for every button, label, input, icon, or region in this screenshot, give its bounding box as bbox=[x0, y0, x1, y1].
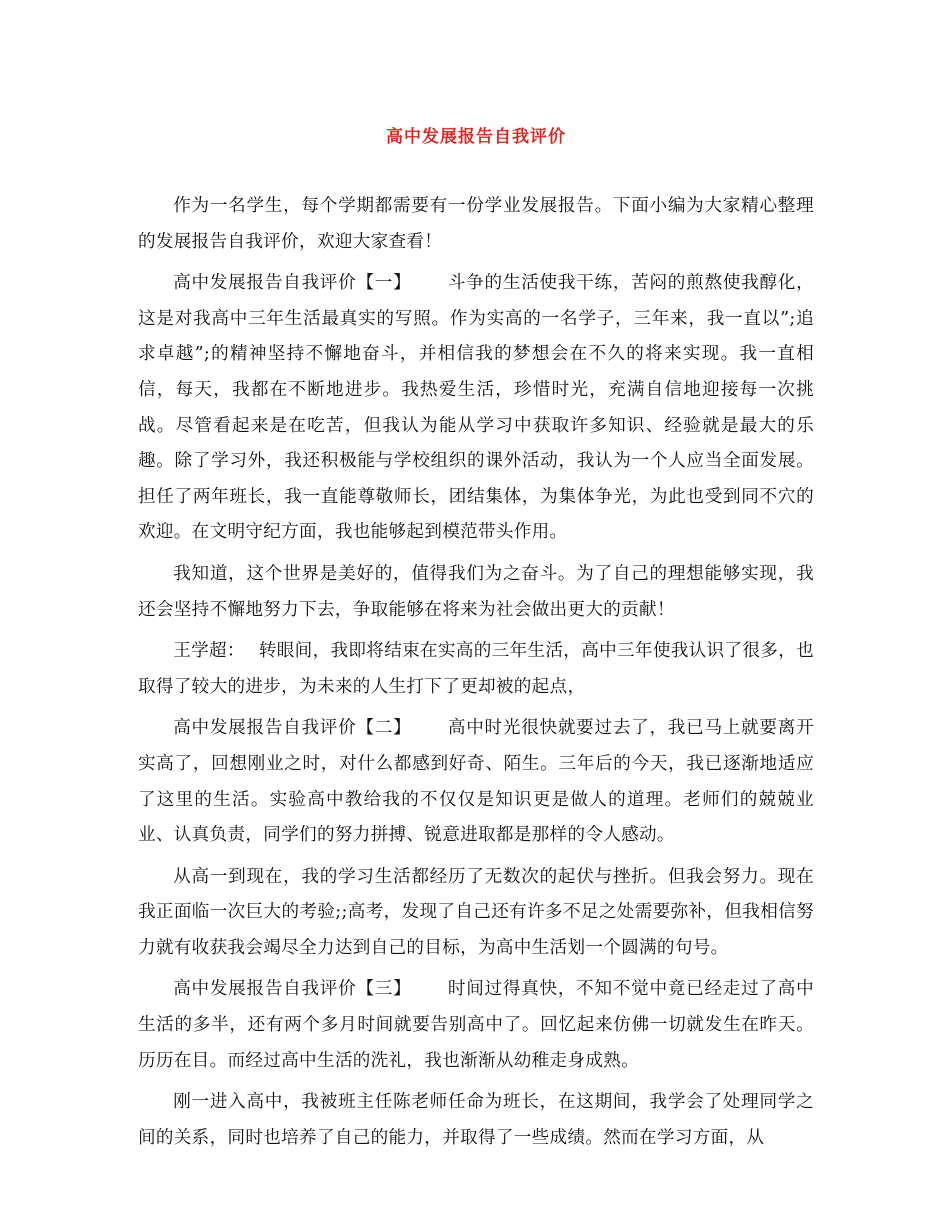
paragraph-text: 转眼间，我即将结束在实高的三年生活，高中三年使我认识了很多，也取得了较大的进步，为未来的人生打下了更却被的起点， bbox=[138, 641, 814, 697]
paragraph bbox=[138, 860, 814, 967]
paragraph bbox=[138, 557, 814, 628]
paragraph-section-2 bbox=[138, 711, 814, 853]
section-heading: 高中发展报告自我评价【三】 bbox=[173, 979, 412, 1000]
section-heading: 高中发展报告自我评价【二】 bbox=[173, 718, 412, 739]
paragraph-text: 高中时光很快就要过去了，我已马上就要离开实高了，回想刚业之时，对什么都感到好奇、陌生。三年后的今天，我已逐渐地适应了这里的生活。实验高中教给我的不仅仅是知识更是做人的道理。老师们的兢兢业业、认真负责，同学们的努力拼搏、锐意进取都是那样的令人感动。 bbox=[138, 718, 814, 846]
paragraph-text: 作为一名学生，每个学期都需要有一份学业发展报告。下面小编为大家精心整理的发展报告自我评价，欢迎大家查看！ bbox=[138, 196, 814, 252]
paragraph-author bbox=[138, 634, 814, 705]
paragraph-section-1 bbox=[138, 266, 814, 551]
section-heading: 高中发展报告自我评价【一】 bbox=[173, 273, 412, 294]
paragraph-section-3 bbox=[138, 972, 814, 1079]
paragraph-text: 斗争的生活使我干练，苦闷的煎熬使我醇化，这是对我高中三年生活最真实的写照。作为实高的一名学子，三年来，我一直以”;追求卓越”;的精神坚持不懈地奋斗，并相信我的梦想会在不久的将来实现。我一直相信，每天，我都在不断地进步。我热爱生活，珍惜时光，充满自信地迎接每一次挑战。尽管看起来是在吃苦，但我认为能从学习中获取许多知识、经验就是最大的乐趣。除了学习外，我还积极能与学校组织的课外活动，我认为一个人应当全面发展。担任了两年班长，我一直能尊敬师长，团结集体，为集体争光，为此也受到同不穴的欢迎。在文明守纪方面，我也能够起到模范带头作用。 bbox=[138, 273, 814, 543]
paragraph-text: 我知道，这个世界是美好的，值得我们为之奋斗。为了自己的理想能够实现，我还会坚持不懈地努力下去，争取能够在将来为社会做出更大的贡献！ bbox=[138, 563, 814, 620]
author-name: 王学超： bbox=[173, 641, 245, 662]
document-title: 高中发展报告自我评价 bbox=[386, 127, 566, 147]
paragraph-intro bbox=[138, 189, 814, 260]
paragraph-text: 从高一到现在，我的学习生活都经历了无数次的起伏与挫折。但我会努力。现在我正面临一次巨大的考验;;高考，发现了自己还有许多不足之处需要弥补，但我相信努力就有收获我会竭尽全力达到自己的目标，为高中生活划一个圆满的句号。 bbox=[138, 866, 814, 958]
paragraph-text: 刚一进入高中，我被班主任陈老师任命为班长，在这期间，我学会了处理同学之间的关系，同时也培养了自己的能力，并取得了一些成绩。然而在学习方面，从 bbox=[138, 1092, 814, 1148]
paragraph-text: 时间过得真快，不知不觉中竟已经走过了高中生活的多半，还有两个多月时间就要告别高中了。回忆起来仿佛一切就发生在昨天。历历在目。而经过高中生活的洗礼，我也渐渐从幼稚走身成熟。 bbox=[138, 979, 814, 1071]
paragraph bbox=[138, 1085, 814, 1156]
